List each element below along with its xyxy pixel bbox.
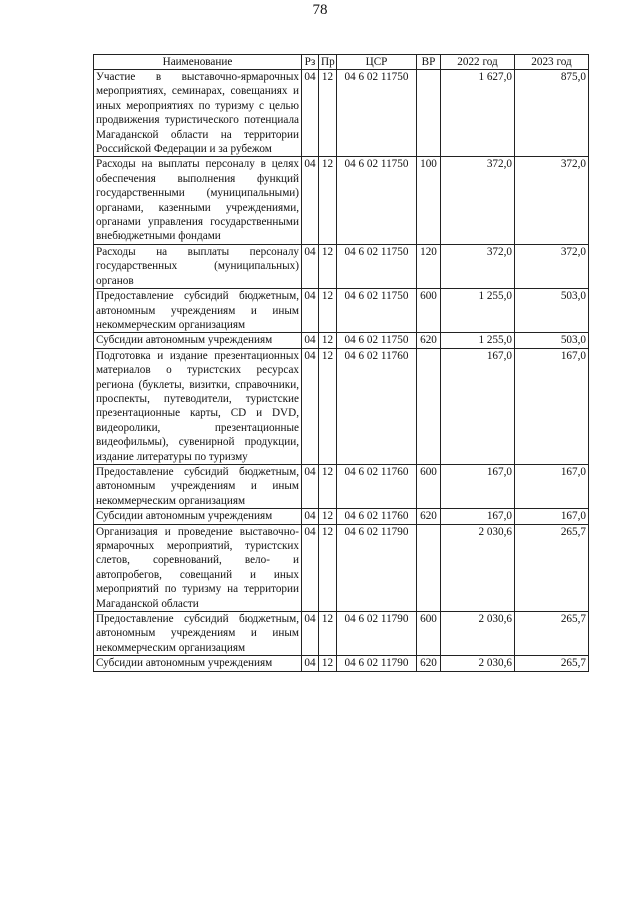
- row-pr: 12: [319, 333, 337, 348]
- row-pr: 12: [319, 509, 337, 524]
- row-2022: 1 255,0: [441, 333, 515, 348]
- page-number: 78: [312, 2, 328, 18]
- row-2023: 503,0: [515, 289, 589, 333]
- row-csr: 04 6 02 11790: [337, 524, 417, 611]
- row-pr: 12: [319, 70, 337, 157]
- row-rz: 04: [302, 333, 319, 348]
- table-row: [94, 509, 589, 524]
- table-header-row: [94, 55, 589, 70]
- row-2022: 372,0: [441, 157, 515, 244]
- row-2022: 1 627,0: [441, 70, 515, 157]
- header-name: Наименование: [94, 55, 302, 70]
- row-csr: 04 6 02 11750: [337, 244, 417, 288]
- row-name: Субсидии автономным учреждениям: [94, 333, 302, 348]
- row-pr: 12: [319, 157, 337, 244]
- table-row: [94, 656, 589, 671]
- row-vr: [417, 348, 441, 464]
- row-csr: 04 6 02 11760: [337, 464, 417, 508]
- row-name: Участие в выставочно-ярмарочных мероприятиях, семинарах, совещаниях и иных мероприятиях по туризму с целью продвижения туристического потенциала Магаданской области на территории Российской Федерации и за рубежом: [94, 70, 302, 157]
- row-2023: 167,0: [515, 464, 589, 508]
- table-row: [94, 70, 589, 157]
- table-row: [94, 348, 589, 464]
- table-row: [94, 612, 589, 656]
- row-csr: 04 6 02 11750: [337, 157, 417, 244]
- row-rz: 04: [302, 656, 319, 671]
- table-row: [94, 333, 589, 348]
- row-csr: 04 6 02 11750: [337, 333, 417, 348]
- row-pr: 12: [319, 289, 337, 333]
- row-pr: 12: [319, 348, 337, 464]
- row-vr: 100: [417, 157, 441, 244]
- header-vr: ВР: [417, 55, 441, 70]
- row-name: Подготовка и издание презентационных материалов о туристских ресурсах региона (буклеты, визитки, справочники, проспекты, путеводители, туристские презентационные карты, CD и DVD, видеоролики, презентационные видеофильмы), сувенирной продукции, издание литературы по туризму: [94, 348, 302, 464]
- row-name: Организация и проведение выставочно-ярмарочных мероприятий, туристских слетов, соревнований, вело- и автопробегов, совещаний и иных мероприятий по туризму на территории Магаданской области: [94, 524, 302, 611]
- row-2022: 2 030,6: [441, 656, 515, 671]
- table-row: [94, 524, 589, 611]
- row-name: Расходы на выплаты персоналу в целях обеспечения выполнения функций государственными (муниципальными) органами, казенными учреждениями, органами управления государственными внебюджетными фондами: [94, 157, 302, 244]
- header-2023: 2023 год: [515, 55, 589, 70]
- row-2023: 372,0: [515, 244, 589, 288]
- row-csr: 04 6 02 11750: [337, 289, 417, 333]
- row-csr: 04 6 02 11760: [337, 348, 417, 464]
- row-2022: 1 255,0: [441, 289, 515, 333]
- row-2023: 503,0: [515, 333, 589, 348]
- row-2022: 2 030,6: [441, 524, 515, 611]
- row-vr: 620: [417, 509, 441, 524]
- header-csr: ЦСР: [337, 55, 417, 70]
- row-rz: 04: [302, 612, 319, 656]
- header-2022: 2022 год: [441, 55, 515, 70]
- row-2023: 167,0: [515, 509, 589, 524]
- row-vr: 120: [417, 244, 441, 288]
- row-rz: 04: [302, 524, 319, 611]
- row-vr: 600: [417, 464, 441, 508]
- row-pr: 12: [319, 464, 337, 508]
- row-csr: 04 6 02 11790: [337, 656, 417, 671]
- row-name: Предоставление субсидий бюджетным, автономным учреждениям и иным некоммерческим организациям: [94, 464, 302, 508]
- table-row: [94, 289, 589, 333]
- row-2023: 167,0: [515, 348, 589, 464]
- row-csr: 04 6 02 11790: [337, 612, 417, 656]
- row-rz: 04: [302, 464, 319, 508]
- table-row: [94, 157, 589, 244]
- row-vr: [417, 70, 441, 157]
- row-2023: 265,7: [515, 612, 589, 656]
- row-rz: 04: [302, 348, 319, 464]
- row-name: Предоставление субсидий бюджетным, автономным учреждениям и иным некоммерческим организациям: [94, 289, 302, 333]
- row-2022: 2 030,6: [441, 612, 515, 656]
- row-rz: 04: [302, 157, 319, 244]
- row-2022: 167,0: [441, 348, 515, 464]
- row-csr: 04 6 02 11750: [337, 70, 417, 157]
- budget-table: [93, 54, 589, 672]
- row-name: Расходы на выплаты персоналу государственных (муниципальных) органов: [94, 244, 302, 288]
- row-vr: 620: [417, 333, 441, 348]
- row-pr: 12: [319, 524, 337, 611]
- row-name: Субсидии автономным учреждениям: [94, 656, 302, 671]
- row-rz: 04: [302, 70, 319, 157]
- row-name: Субсидии автономным учреждениям: [94, 509, 302, 524]
- row-2022: 167,0: [441, 509, 515, 524]
- row-2022: 167,0: [441, 464, 515, 508]
- row-2023: 265,7: [515, 524, 589, 611]
- row-rz: 04: [302, 244, 319, 288]
- row-2023: 372,0: [515, 157, 589, 244]
- row-pr: 12: [319, 656, 337, 671]
- row-vr: 600: [417, 612, 441, 656]
- header-pr: Пр: [319, 55, 337, 70]
- row-2023: 875,0: [515, 70, 589, 157]
- table-row: [94, 464, 589, 508]
- row-vr: 620: [417, 656, 441, 671]
- row-2023: 265,7: [515, 656, 589, 671]
- row-pr: 12: [319, 244, 337, 288]
- row-2022: 372,0: [441, 244, 515, 288]
- row-pr: 12: [319, 612, 337, 656]
- row-name: Предоставление субсидий бюджетным, автономным учреждениям и иным некоммерческим организациям: [94, 612, 302, 656]
- row-csr: 04 6 02 11760: [337, 509, 417, 524]
- row-vr: 600: [417, 289, 441, 333]
- table-row: [94, 244, 589, 288]
- row-rz: 04: [302, 289, 319, 333]
- row-rz: 04: [302, 509, 319, 524]
- header-rz: Рз: [302, 55, 319, 70]
- row-vr: [417, 524, 441, 611]
